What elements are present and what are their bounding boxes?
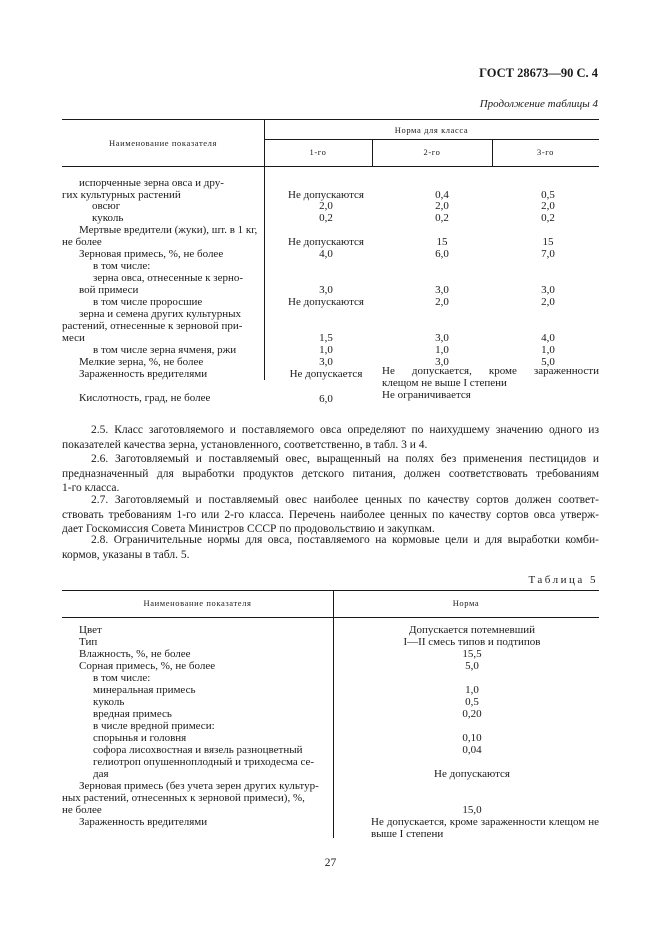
table4-merged-value: Не допускается, кроме зараженности — [382, 365, 599, 377]
table5-row-name: софора лисохвостная и вязель разноцветный — [93, 744, 303, 756]
table4-row-name: Кислотность, град, не более — [79, 392, 211, 404]
table4-value-class2: 2,0 — [435, 200, 449, 212]
paragraph-line: 1-го класса. — [62, 482, 120, 494]
table4-value-class1: 1,0 — [319, 344, 333, 356]
table5-row-name: дая — [93, 768, 109, 780]
table4-col-name-header: Наименование показателя — [108, 138, 217, 148]
table5-title: Таблица 5 — [528, 574, 598, 586]
table4-value-class1: 3,0 — [319, 284, 333, 296]
table4-class-1-header: 1-го — [309, 147, 327, 157]
table5-row-name: вредная примесь — [93, 708, 172, 720]
table5-value: 5,0 — [465, 660, 479, 672]
table4-value-class3: 15 — [542, 236, 554, 248]
table5-value: 0,5 — [465, 696, 479, 708]
table4-row-name: в том числе зерна ячменя, ржи — [93, 344, 237, 356]
table5-row-name: куколь — [93, 696, 125, 708]
table5-value: 0,20 — [462, 708, 482, 720]
table5-row-name: не более — [62, 804, 102, 816]
paragraph-line: 2.6. Заготовляемый и поставляемый овес, выращенный на полях без применения пестицидов и — [91, 453, 599, 465]
table5-value: I—II смесь типов и подтипов — [403, 636, 541, 648]
table4-row-name: Мертвые вредители (жуки), шт. в 1 кг, — [79, 224, 258, 236]
table5-row-name: Цвет — [79, 624, 102, 636]
table4-value-class2: 2,0 — [435, 296, 449, 308]
table4-row-name: вой примеси — [79, 284, 139, 296]
table4-row-name: меси — [62, 332, 85, 344]
table4-merged-value: клещом не выше I степени — [382, 377, 507, 389]
page-number: 27 — [324, 857, 337, 869]
table4-value-class1: 1,5 — [319, 332, 333, 344]
table5-row-name: гелиотроп опушенноплодный и триходесма се- — [93, 756, 315, 768]
table4-row-name: испорченные зерна овса и дру- — [79, 177, 224, 189]
table4-value-class2: 3,0 — [435, 332, 449, 344]
table-continuation-label: Продолжение таблицы 4 — [479, 98, 598, 110]
table5-value: Не допускаются — [434, 768, 510, 780]
table4-value-class2: 15 — [436, 236, 448, 248]
table4-value-class3: 2,0 — [541, 296, 555, 308]
paragraph-line: предназначенный для выработки продуктов детского питания, должен соответствовать требованиям — [62, 467, 599, 480]
paragraph-line: кормов, указаны в табл. 5. — [62, 548, 190, 561]
table4-row-name: в том числе: — [93, 260, 151, 272]
table4-row-name: в том числе проросшие — [93, 296, 203, 308]
paragraph-line: 2.5. Класс заготовляемого и поставляемого овса определяют по наихудшему значению одного из — [91, 424, 599, 436]
paragraph-2-7 — [62, 493, 599, 537]
table5-row-name: в том числе: — [93, 672, 151, 684]
table4-value-class3: 2,0 — [541, 200, 555, 212]
table4-value-class1: 6,0 — [319, 393, 333, 405]
table4-value-class1: 4,0 — [319, 248, 333, 260]
table4-value-class1: 2,0 — [319, 200, 333, 212]
table5-row-name: Тип — [79, 636, 98, 648]
table5-row-name: Сорная примесь, %, не более — [79, 660, 216, 672]
table4-value-class2: 0,2 — [435, 212, 449, 224]
table4-row-name: растений, отнесенные к зерновой при- — [62, 320, 243, 332]
table4-value-class3: 3,0 — [541, 284, 555, 296]
table5-col-name-header: Наименование показателя — [143, 598, 252, 608]
table4-row-name: Мелкие зерна, %, не более — [79, 356, 204, 368]
paragraph-2-6 — [62, 452, 599, 496]
table4-value-class3: 4,0 — [541, 332, 555, 344]
table4-value-class3: 5,0 — [541, 356, 555, 368]
table5-top-rule — [62, 590, 599, 591]
table5-value: Допускается потемневший — [409, 624, 535, 636]
table4-value-class2: 1,0 — [435, 344, 449, 356]
table5-value: 15,5 — [462, 648, 482, 660]
table4-row-name: зерна овса, отнесенные к зерно- — [93, 272, 244, 284]
table4-value-class3: 1,0 — [541, 344, 555, 356]
table5-row-name: Зараженность вредителями — [79, 816, 208, 828]
table4-row-name: овсюг — [92, 200, 121, 212]
table4-row-name: Зерновая примесь, %, не более — [79, 248, 224, 260]
table4-class-2-header: 2-го — [423, 147, 441, 157]
table5-col-norm-header: Норма — [452, 598, 480, 608]
paragraph-line: 2.7. Заготовляемый и поставляемый овес наиболее ценных по качеству сортов должен соответ- — [91, 494, 599, 506]
paragraph-line: показателей качества зерна, установленного, соответственно, в табл. 3 и 4. — [62, 438, 428, 451]
table4-value-class3: 7,0 — [541, 248, 555, 260]
table4-class-3-header: 3-го — [536, 147, 554, 157]
table4-row-name: Зараженность вредителями — [79, 368, 208, 380]
table4-merged-value: Не ограничивается — [382, 389, 471, 401]
table4-row-name: куколь — [92, 212, 124, 224]
table5-value: Не допускается, кроме зараженности клещом не — [371, 816, 599, 828]
table4-value-class3: 0,5 — [541, 189, 555, 201]
paragraph-line: ствовать требованиям 1-го или 2-го класса. Перечень наиболее ценных по качеству сортов овса утверж- — [62, 508, 599, 521]
table4-value-class1: Не допускаются — [288, 236, 364, 248]
paragraph-line: дает Госкомиссия Совета Министров СССР по продовольствию и закупкам. — [62, 523, 435, 535]
table5-value: 0,10 — [462, 732, 482, 744]
paragraph-2-8 — [62, 533, 599, 562]
doc-reference: ГОСТ 28673—90 С. 4 — [479, 66, 598, 80]
table4-col-norm-header: Норма для класса — [394, 125, 469, 135]
table5-row-name: Влажность, %, не более — [79, 648, 191, 660]
table5-value: 15,0 — [462, 804, 482, 816]
table4-value-class2: 6,0 — [435, 248, 449, 260]
table5-row-name: минеральная примесь — [93, 684, 196, 696]
table4-value-class3: 0,2 — [541, 212, 555, 224]
table4-value-class2: 0,4 — [435, 189, 449, 201]
table5-row-name: спорынья и головня — [93, 732, 187, 744]
table4-value-class1: 3,0 — [319, 356, 333, 368]
table5-header-rule — [62, 617, 599, 618]
paragraph-2-5 — [62, 423, 599, 452]
table4-value-class1: Не допускаются — [288, 296, 364, 308]
table4-row-name: не более — [62, 236, 102, 248]
table4-row-name: зерна и семена других культурных — [79, 308, 241, 320]
table4-value-class1: Не допускаются — [288, 189, 364, 201]
table4-value-class1: Не допускается — [289, 368, 363, 380]
table4-subheader-rule — [264, 139, 599, 140]
table5-row-name: Зерновая примесь (без учета зерен других культур- — [79, 780, 319, 792]
table5-value: выше I степени — [371, 828, 444, 840]
table5-value: 0,04 — [462, 744, 482, 756]
table4-row-name: гих культурных растений — [62, 189, 181, 201]
table5-row-name: в числе вредной примеси: — [93, 720, 215, 732]
table5-row-name: ных растений, отнесенных к зерновой примеси), %, — [62, 792, 305, 804]
table4-value-class2: 3,0 — [435, 284, 449, 296]
table4-header-rule — [62, 166, 599, 167]
table4-top-rule — [62, 119, 599, 120]
table4-value-class2: 3,0 — [435, 356, 449, 368]
table4-value-class1: 0,2 — [319, 212, 333, 224]
table5-value: 1,0 — [465, 684, 479, 696]
paragraph-line: 2.8. Ограничительные нормы для овса, поставляемого на кормовые цели и для выработки комби- — [91, 534, 599, 546]
